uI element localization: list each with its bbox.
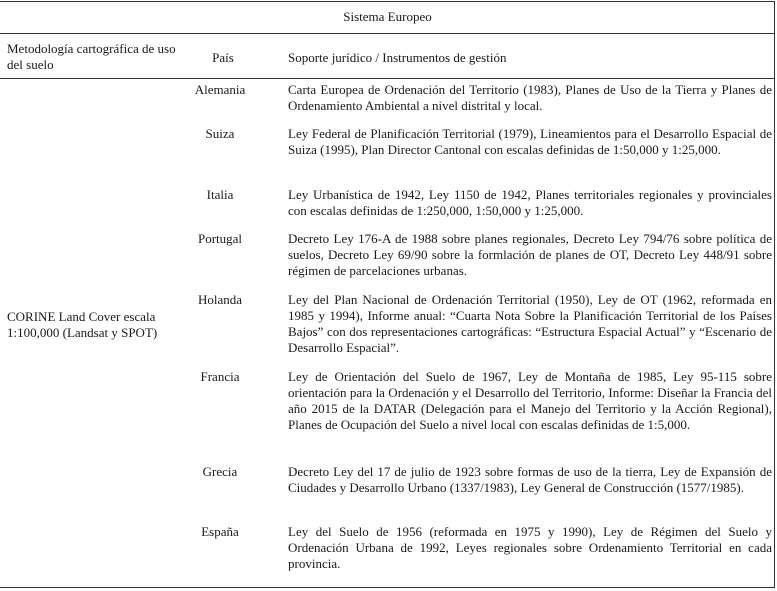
country-cell: Suiza	[205, 126, 235, 141]
legal-cell: Decreto Ley del 17 de julio de 1923 sobre formas de uso de la tierra, Ley de Expansión de Ciudades y Desarrollo Urbano (1337/1983), Ley General de Construcción (1577/1985).	[288, 464, 772, 495]
country-cell: España	[201, 524, 239, 539]
country-cell: Francia	[200, 369, 240, 384]
country-cell: Grecia	[202, 464, 238, 479]
table-right-border	[774, 1, 775, 588]
legal-cell: Ley Urbanística de 1942, Ley 1150 de 1942, Planes territoriales regionales y provinciales con escalas definidas de 1:250,000, 1:50,000 y 1:25,000.	[288, 187, 772, 218]
table-bottom-rule	[0, 587, 775, 588]
legal-cell: Carta Europea de Ordenación del Territorio (1983), Planes de Uso de la Tierra y Planes de Ordenamiento Ambiental a nivel distrital y local.	[288, 82, 772, 113]
method-cell: CORINE Land Cover escala 1:100,000 (Landsat y SPOT)	[7, 309, 158, 340]
legal-cell: Ley del Plan Nacional de Ordenación Territorial (1950), Ley de OT (1962, reformada en 1985 y 1994), Informe anual: “Cuarta Nota Sobre la Planificación Territorial de los Países Bajos” con dos representaciones cartográficas: “Estructura Espacial Actual” y “Escenario de Desarrollo Espacial”.	[288, 292, 772, 355]
table-top-rule	[0, 1, 775, 2]
header-rule	[0, 78, 775, 79]
legal-cell: Ley Federal de Planificación Territorial (1979), Lineamientos para el Desarrollo Espacial de Suiza (1995), Plan Director Cantonal con escalas definidas de 1:50,000 y 1:25,000.	[288, 126, 772, 157]
caption-rule	[0, 33, 775, 34]
header-legal: Soporte jurídico / Instrumentos de gestión	[288, 50, 507, 65]
header-method: Metodología cartográfica de uso del suelo	[7, 41, 176, 72]
country-cell: Alemania	[194, 82, 246, 97]
table-caption: Sistema Europeo	[343, 9, 432, 24]
country-cell: Italia	[206, 187, 234, 202]
legal-cell: Ley del Suelo de 1956 (reformada en 1975 y 1990), Ley de Régimen del Suelo y Ordenación Urbana de 1992, Leyes regionales sobre Ordenamiento Territorial en cada provincia.	[288, 524, 772, 571]
legal-cell: Decreto Ley 176-A de 1988 sobre planes regionales, Decreto Ley 794/76 sobre política de suelos, Decreto Ley 69/90 sobre la formlación de planes de OT, Decreto Ley 448/91 sobre régimen de parcelaciones urbanas.	[288, 231, 772, 278]
legal-cell: Ley de Orientación del Suelo de 1967, Ley de Montaña de 1985, Ley 95-115 sobre orientación para la Ordenación y el Desarrollo del Territorio, Informe: Diseñar la Francia del año 2015 de la DATAR (Delegación para el Manejo del Territorio y la Acción Regional), Planes de Ocupación del Suelo a nivel local con escalas definidas de 1:5,000.	[288, 369, 772, 432]
country-cell: Portugal	[197, 231, 243, 246]
country-cell: Holanda	[197, 292, 243, 307]
header-country: País	[212, 50, 234, 65]
